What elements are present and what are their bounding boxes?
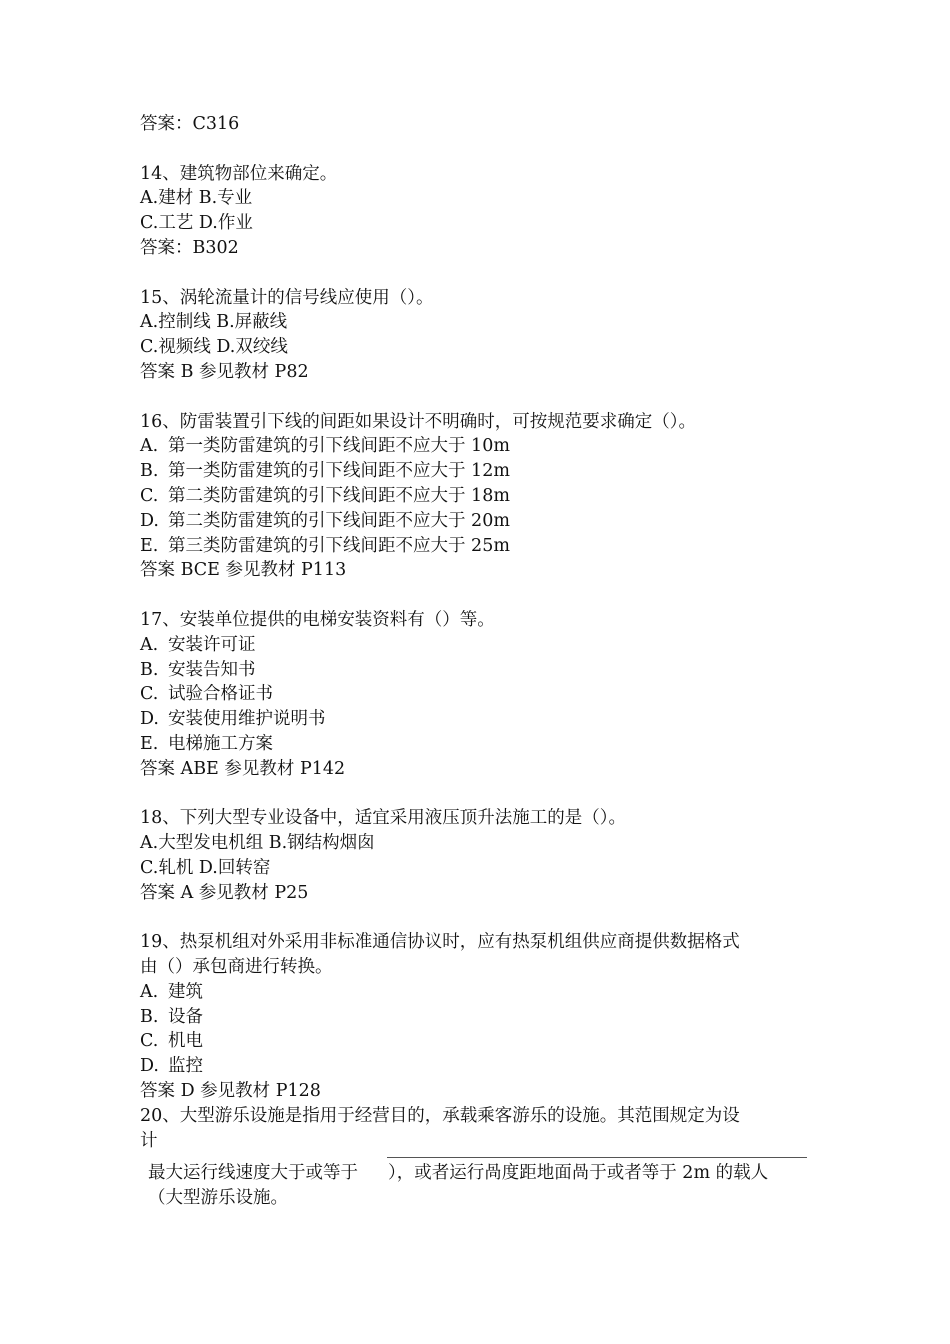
question-17: 17、安装单位提供的电梯安装资料有（）等。: [140, 609, 495, 630]
document-page: [140, 112, 820, 1213]
option-letter: D.: [140, 510, 159, 531]
spacer: [140, 906, 820, 931]
question-17-option-a: [140, 633, 820, 658]
option-text: 建筑: [168, 981, 203, 1002]
option-letter: E.: [140, 733, 159, 754]
option-text: 安装许可证: [168, 634, 256, 655]
question-14-options-cd: C.工艺 D.作业: [140, 213, 253, 234]
question-20-line-2: 计: [140, 1130, 158, 1151]
option-text: 第三类防雷建筑的引下线间距不应大于 25m: [168, 535, 510, 556]
question-15: 15、涡轮流量计的信号线应使用（）。: [140, 287, 434, 308]
question-15-options-cd: C.视频线 D.双绞线: [140, 337, 288, 358]
question-16-option-c: [140, 484, 820, 509]
option-text: 第一类防雷建筑的引下线间距不应大于 12m: [168, 461, 510, 482]
question-16-option-d: [140, 509, 820, 534]
option-text: 电梯施工方案: [168, 733, 273, 754]
option-letter: D.: [140, 1056, 159, 1077]
option-text: 试验合格证书: [168, 684, 273, 705]
question-18-options-ab: A.大型发电机组 B.钢结构烟囱: [140, 833, 375, 854]
answer-14: 答案：B302: [140, 237, 239, 258]
answer-19: 答案 D 参见教材 P128: [140, 1081, 321, 1102]
question-16-option-e: [140, 534, 820, 559]
question-17-option-b: [140, 658, 820, 683]
question-20-table-row: [140, 1161, 820, 1213]
option-text: 第二类防雷建筑的引下线间距不应大于 20m: [168, 510, 510, 531]
spacer: [140, 385, 820, 410]
spacer: [140, 261, 820, 286]
option-letter: A.: [140, 436, 159, 457]
answer-17: 答案 ABE 参见教材 P142: [140, 758, 346, 779]
option-letter: D.: [140, 709, 159, 730]
option-letter: C.: [140, 485, 159, 506]
option-letter: C.: [140, 1031, 159, 1052]
question-14: 14、建筑物部位来确定。: [140, 163, 338, 184]
option-text: 设备: [168, 1006, 203, 1027]
answer-13: 答案：C316: [140, 114, 240, 134]
question-18: 18、下列大型专业设备中，适宜采用液压顶升法施工的是（）。: [140, 808, 627, 829]
option-text: 第二类防雷建筑的引下线间距不应大于 18m: [168, 485, 510, 506]
question-20-line-1: 20、大型游乐设施是指用于经营目的，承载乘客游乐的设施。其范围规定为设: [140, 1105, 740, 1126]
question-15-options-ab: A.控制线 B.屏蔽线: [140, 312, 288, 333]
option-text: 第一类防雷建筑的引下线间距不应大于 10m: [168, 436, 510, 457]
question-17-option-c: [140, 682, 820, 707]
spacer: [140, 583, 820, 608]
option-letter: B.: [140, 1006, 159, 1027]
answer-18: 答案 A 参见教材 P25: [140, 882, 309, 903]
question-14-options-ab: A.建材 B.专业: [140, 188, 253, 209]
question-16-option-b: [140, 459, 820, 484]
table-cell-left: 最大运行线速度大于或等于（大型游乐设施。: [148, 1163, 358, 1209]
question-19-option-c: [140, 1029, 820, 1054]
spacer: [140, 137, 820, 162]
option-text: 安装告知书: [168, 659, 256, 680]
question-17-option-d: [140, 707, 820, 732]
question-19-option-b: [140, 1005, 820, 1030]
table-cell-right: ），或者运行咼度距地面咼于或者等于 2m 的载人: [388, 1163, 769, 1184]
table-border: [387, 1157, 807, 1158]
option-letter: A.: [140, 634, 159, 655]
answer-16: 答案 BCE 参见教材 P113: [140, 560, 347, 581]
option-letter: B.: [140, 461, 159, 482]
question-19-line-2: 由（）承包商进行转换。: [140, 957, 333, 978]
question-19-option-d: [140, 1054, 820, 1079]
option-letter: E.: [140, 535, 159, 556]
question-16: 16、防雷装置引下线的间距如果设计不明确时，可按规范要求确定（）。: [140, 411, 697, 432]
option-text: 安装使用维护说明书: [168, 709, 326, 730]
question-17-option-e: [140, 732, 820, 757]
option-text: 监控: [168, 1056, 203, 1077]
option-text: 机电: [168, 1031, 203, 1052]
question-18-options-cd: C.轧机 D.回转窑: [140, 857, 271, 878]
question-19-option-a: [140, 980, 820, 1005]
question-16-option-a: [140, 434, 820, 459]
option-letter: B.: [140, 659, 159, 680]
option-letter: C.: [140, 684, 159, 705]
answer-15: 答案 B 参见教材 P82: [140, 361, 309, 382]
spacer: [140, 782, 820, 807]
option-letter: A.: [140, 981, 159, 1002]
question-19-line-1: 19、热泵机组对外采用非标准通信协议时，应有热泵机组供应商提供数据格式: [140, 932, 740, 953]
